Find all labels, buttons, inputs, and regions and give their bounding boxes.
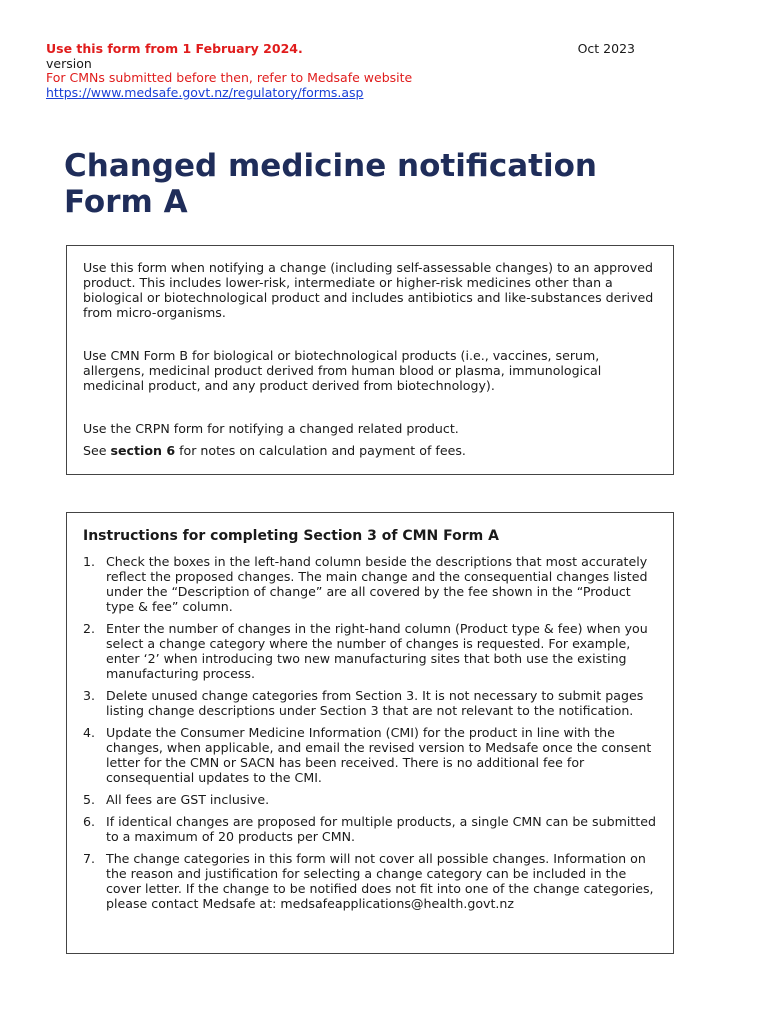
title-line-2: Form A xyxy=(64,184,188,220)
instructions-list xyxy=(83,554,657,911)
instruction-item xyxy=(83,851,657,911)
instruction-item xyxy=(83,554,657,614)
instruction-number: 4. xyxy=(83,725,96,740)
intro-paragraph-3: Use the CRPN form for notifying a changed related product. xyxy=(83,421,459,436)
instruction-text: Check the boxes in the left-hand column beside the descriptions that most accurately reflect the proposed changes. The main change and the consequential changes listed under the “Description of change” are all covered by the fee shown in the “Product type & fee” column. xyxy=(106,554,648,614)
instruction-text: All fees are GST inclusive. xyxy=(106,792,270,807)
title-line-1: Changed medicine notification xyxy=(64,148,597,184)
instruction-number: 2. xyxy=(83,621,96,636)
effective-date-notice: Use this form from 1 February 2024. xyxy=(46,41,303,56)
refer-notice: For CMNs submitted before then, refer to Medsafe website xyxy=(46,70,413,85)
instruction-number: 6. xyxy=(83,814,96,829)
instructions-heading: Instructions for completing Section 3 of CMN Form A xyxy=(83,528,499,544)
version-label: version xyxy=(46,55,92,71)
instruction-number: 7. xyxy=(83,851,96,866)
intro-box xyxy=(66,245,674,475)
instructions-box xyxy=(66,512,674,954)
instruction-text: Update the Consumer Medicine Information (CMI) for the product in line with the changes, when applicable, and email the revised version to Medsafe once the consent letter for the CMN or SACN has been received. There is no additional fee for consequential updates to the CMI. xyxy=(106,725,652,785)
instruction-text: Enter the number of changes in the right-hand column (Product type & fee) when you select a change category where the number of changes is requested. For example, enter ‘2’ when introducing two new manufacturing sites that both use the existing manufacturing process. xyxy=(106,621,648,681)
instruction-text: The change categories in this form will not cover all possible changes. Information on the reason and justification for selecting a change category can be included in the cover letter. If the change to be notified does not fit into one of the change categories, please contact Medsafe at: medsafeapplications@health.govt.nz xyxy=(106,851,654,911)
instruction-item xyxy=(83,688,657,718)
intro-paragraph-1: Use this form when notifying a change (including self-assessable changes) to an approved product. This includes lower-risk, intermediate or higher-risk medicines other than a biological or biotechnological product and includes antibiotics and like-substances derived from micro-organisms. xyxy=(83,260,654,320)
instruction-item xyxy=(83,814,657,844)
instruction-item xyxy=(83,792,657,807)
instruction-item xyxy=(83,725,657,785)
intro-paragraph-2: Use CMN Form B for biological or biotechnological products (i.e., vaccines, serum, allergens, medicinal product derived from human blood or plasma, immunological medicinal product, and any product derived from biotechnology). xyxy=(83,348,602,393)
instruction-number: 5. xyxy=(83,792,96,807)
fees-note-suffix: for notes on calculation and payment of fees. xyxy=(175,443,466,458)
document-header xyxy=(46,42,736,100)
section-6-reference: section 6 xyxy=(110,443,176,458)
instruction-number: 1. xyxy=(83,554,96,569)
fees-note-prefix: See xyxy=(83,443,111,458)
version-date: Oct 2023 xyxy=(577,41,635,56)
intro-paragraph-4 xyxy=(83,443,657,458)
instruction-number: 3. xyxy=(83,688,96,703)
page-title xyxy=(64,148,704,220)
instruction-text: Delete unused change categories from Section 3. It is not necessary to submit pages listing change descriptions under Section 3 that are not relevant to the notification. xyxy=(106,688,644,718)
instruction-item xyxy=(83,621,657,681)
instruction-text: If identical changes are proposed for multiple products, a single CMN can be submitted to a maximum of 20 products per CMN. xyxy=(106,814,656,844)
medsafe-forms-link[interactable]: https://www.medsafe.govt.nz/regulatory/forms.asp xyxy=(46,84,364,100)
